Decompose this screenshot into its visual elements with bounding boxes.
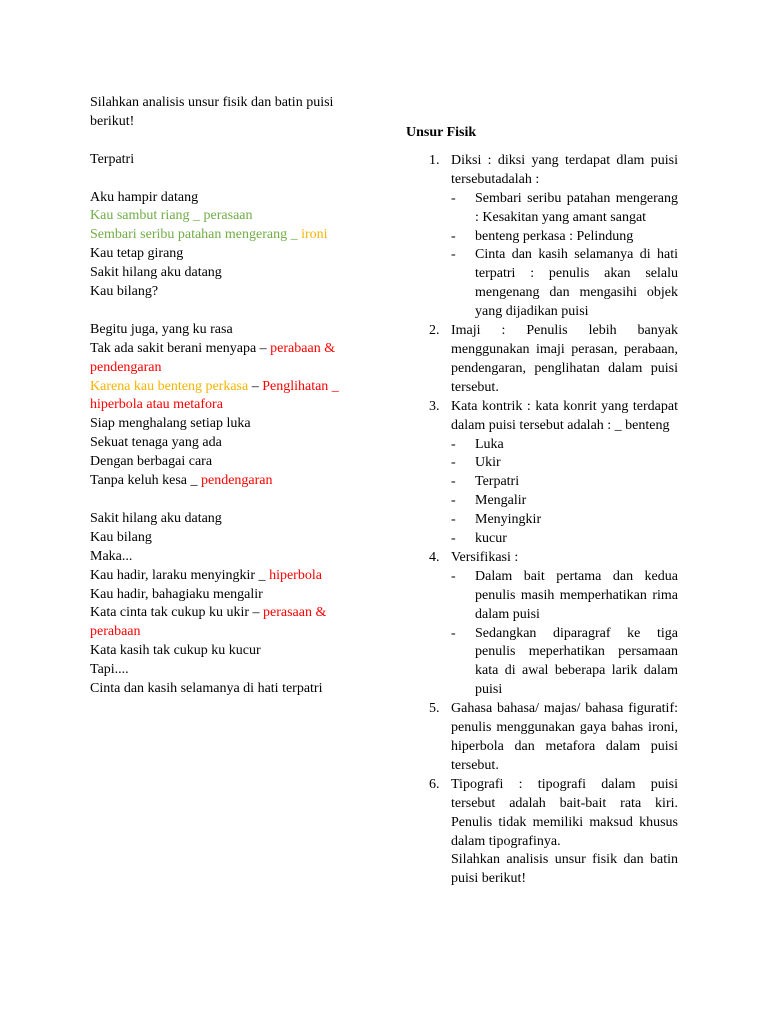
analysis-column	[406, 124, 678, 889]
poem-line: Begitu juga, yang ku rasa	[90, 321, 233, 337]
list-item-gaya-bahasa	[406, 700, 678, 776]
poem-stanza-1	[90, 189, 375, 302]
list-item-text: Gahasa bahasa/ majas/ bahasa figuratif: penulis menggunakan gaya bahas ironi, hiperbola dan metafora dalam puisi tersebut.	[451, 701, 678, 773]
poem-line-text: Kau hadir, laraku menyingkir _	[90, 567, 270, 583]
sub-item-text: Cinta dan kasih selamanya di hati terpatri : penulis akan selalu mengenang dan mengasihi objek yang dijadikan puisi	[475, 247, 678, 320]
poem-line	[90, 472, 375, 491]
poem-line: Kau bilang	[90, 529, 152, 545]
sub-item	[451, 530, 678, 549]
dash-bullet: -	[451, 531, 456, 547]
poem-line-text: Karena kau benteng perkasa	[90, 378, 249, 394]
poem-line: Kau tetap girang	[90, 246, 184, 262]
sub-item-text: benteng perkasa : Pelindung	[475, 228, 634, 244]
list-item-versifikasi	[406, 549, 678, 700]
poem-line-text: Sembari seribu patahan mengerang _	[90, 227, 302, 243]
list-item-tipografi	[406, 776, 678, 889]
list-item-extra-text: Silahkan analisis unsur fisik dan batin puisi berikut!	[451, 852, 678, 887]
poem-line: Kau hadir, bahagiaku mengalir	[90, 586, 263, 602]
list-item-text: Tipografi : tipografi dalam puisi tersebut adalah bait-bait rata kiri. Penulis tidak memiliki maksud khusus dalam tipografinya.	[451, 776, 678, 849]
sub-item-text: Menyingkir	[475, 512, 542, 528]
dash-bullet: -	[451, 493, 456, 509]
sub-item-text: kucur	[475, 531, 507, 547]
poem-line: Kau bilang?	[90, 284, 159, 300]
dash-bullet: -	[451, 474, 456, 490]
sub-item	[451, 246, 678, 322]
dash-bullet: -	[451, 190, 456, 206]
poem-line-text: Tanpa keluh kesa _	[90, 473, 201, 489]
dash-bullet: -	[451, 625, 456, 641]
poem-line: Aku hampir datang	[90, 189, 199, 205]
poem-line	[90, 604, 375, 642]
poem-line: Sakit hilang aku datang	[90, 510, 222, 526]
poem-stanza-3	[90, 510, 375, 699]
dash-bullet: -	[451, 568, 456, 584]
poem-line: Tapi....	[90, 662, 129, 678]
list-item-text: Kata kontrik : kata konrit yang terdapat dalam puisi tersebut adalah : _ benteng	[451, 398, 678, 433]
sub-item	[451, 454, 678, 473]
poem-line	[90, 567, 375, 586]
poem-title: Terpatri	[90, 151, 135, 167]
poem-line-text: Kata cinta tak cukup ku ukir –	[90, 605, 264, 621]
list-number: 6.	[429, 776, 440, 792]
annotation: perabaan & pendengaran	[90, 340, 336, 375]
annotation-ironi: ironi	[301, 227, 328, 243]
sub-item	[451, 473, 678, 492]
sub-item	[451, 511, 678, 530]
annotation: hiperbola	[269, 567, 322, 583]
list-number: 3.	[429, 398, 440, 414]
poem-line: Maka...	[90, 548, 133, 564]
sub-item	[451, 568, 678, 625]
sub-item	[451, 436, 678, 455]
annotation: Penglihatan _ hiperbola atau metafora	[90, 378, 339, 413]
dash-bullet: -	[451, 455, 456, 471]
annotation: pendengaran	[200, 473, 273, 489]
list-item-text: Imaji : Penulis lebih banyak menggunakan imaji perasan, perabaan, pendengaran, penglihatan dalam puisi tersebut.	[451, 323, 678, 395]
dash-bullet: -	[451, 512, 456, 528]
list-item-text: Versifikasi :	[451, 549, 519, 565]
sub-item-text: Mengalir	[475, 493, 527, 509]
list-number: 5.	[429, 701, 440, 717]
annotation: perasaan & perabaan	[90, 605, 327, 640]
sub-item	[451, 228, 678, 247]
list-item-kata-konkrit	[406, 398, 678, 549]
sub-item-text: Luka	[475, 436, 504, 452]
poem-line: Siap menghalang setiap luka	[90, 416, 251, 432]
dash-bullet: -	[451, 436, 456, 452]
poem-line	[90, 340, 375, 378]
sub-item-text: Terpatri	[475, 474, 520, 490]
poem-line	[90, 226, 375, 245]
sub-item-text: Sedangkan diparagraf ke tiga penulis meperhatikan persamaan kata di awal beberapa larik dalam puisi	[475, 625, 678, 698]
poem-line: Kata kasih tak cukup ku kucur	[90, 643, 261, 659]
poem-line: Sekuat tenaga yang ada	[90, 435, 222, 451]
dash-bullet: -	[451, 247, 456, 263]
poem-line-text: Tak ada sakit berani menyapa –	[90, 340, 271, 356]
instruction-text: Silahkan analisis unsur fisik dan batin puisi berikut!	[90, 95, 334, 129]
sub-item	[451, 625, 678, 701]
sub-item	[451, 190, 678, 228]
dash-bullet: -	[451, 228, 456, 244]
list-number: 1.	[429, 152, 440, 168]
poem-line: Sakit hilang aku datang	[90, 265, 222, 281]
poem-stanza-2	[90, 321, 375, 491]
sub-item-text: Dalam bait pertama dan kedua penulis masih memperhatikan rima dalam puisi	[475, 568, 678, 622]
dash-separator: –	[248, 378, 263, 394]
section-heading: Unsur Fisik	[406, 125, 477, 140]
sub-item-text: Ukir	[475, 455, 501, 471]
poem-line: Cinta dan kasih selamanya di hati terpatri	[90, 681, 323, 697]
list-item-imaji	[406, 322, 678, 398]
list-item-diksi	[406, 152, 678, 322]
sub-item-text: Sembari seribu patahan mengerang : Kesakitan yang amant sangat	[475, 190, 678, 225]
list-number: 4.	[429, 549, 440, 565]
list-item-text: Diksi : diksi yang terdapat dlam puisi tersebutadalah :	[451, 152, 678, 187]
poem-line	[90, 378, 375, 416]
poem-line: Kau sambut riang _ perasaan	[90, 208, 253, 224]
list-number: 2.	[429, 323, 440, 339]
poem-column	[90, 94, 375, 699]
poem-line: Dengan berbagai cara	[90, 454, 213, 470]
sub-item	[451, 492, 678, 511]
